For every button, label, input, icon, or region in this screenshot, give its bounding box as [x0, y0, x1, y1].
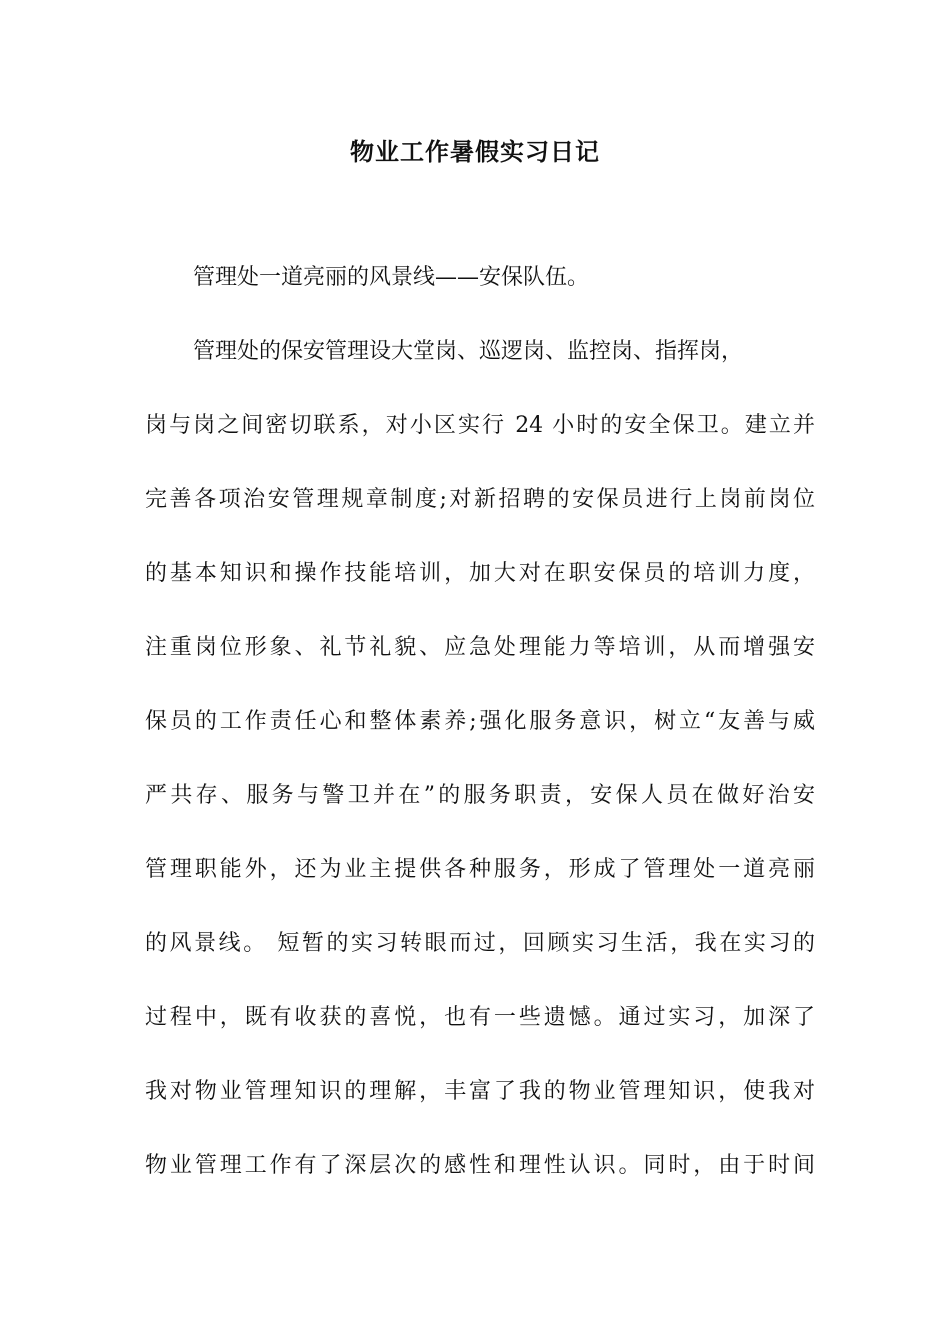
paragraph-2-line-2: 岗与岗之间密切联系，对小区实行 24 小时的安全保卫。建立并: [145, 413, 815, 438]
document-title: 物业工作暑假实习日记: [350, 138, 600, 166]
paragraph-2-line-4: 的基本知识和操作技能培训，加大对在职安保员的培训力度，: [145, 561, 815, 586]
paragraph-2-line-10: 过程中，既有收获的喜悦，也有一些遗憾。通过实习，加深了: [145, 1005, 815, 1030]
paragraph-2-line-9: 的风景线。 短暂的实习转眼而过，回顾实习生活，我在实习的: [145, 931, 815, 956]
paragraph-2-line-8: 管理职能外，还为业主提供各种服务，形成了管理处一道亮丽: [145, 857, 815, 882]
paragraph-2-line-1: 管理处的保安管理设大堂岗、巡逻岗、监控岗、指挥岗，: [193, 339, 744, 364]
paragraph-2-line-12: 物业管理工作有了深层次的感性和理性认识。同时，由于时间: [145, 1153, 815, 1178]
paragraph-2-line-6: 保员的工作责任心和整体素养;强化服务意识，树立“友善与威: [145, 709, 815, 734]
paragraph-2-line-5: 注重岗位形象、礼节礼貌、应急处理能力等培训，从而增强安: [145, 635, 815, 660]
paragraph-2-line-11: 我对物业管理知识的理解，丰富了我的物业管理知识，使我对: [145, 1079, 815, 1104]
paragraph-1-line-1: 管理处一道亮丽的风景线——安保队伍。: [193, 265, 590, 290]
paragraph-2-line-3: 完善各项治安管理规章制度;对新招聘的安保员进行上岗前岗位: [145, 487, 815, 512]
paragraph-2-line-7: 严共存、服务与警卫并在”的服务职责，安保人员在做好治安: [145, 783, 815, 808]
